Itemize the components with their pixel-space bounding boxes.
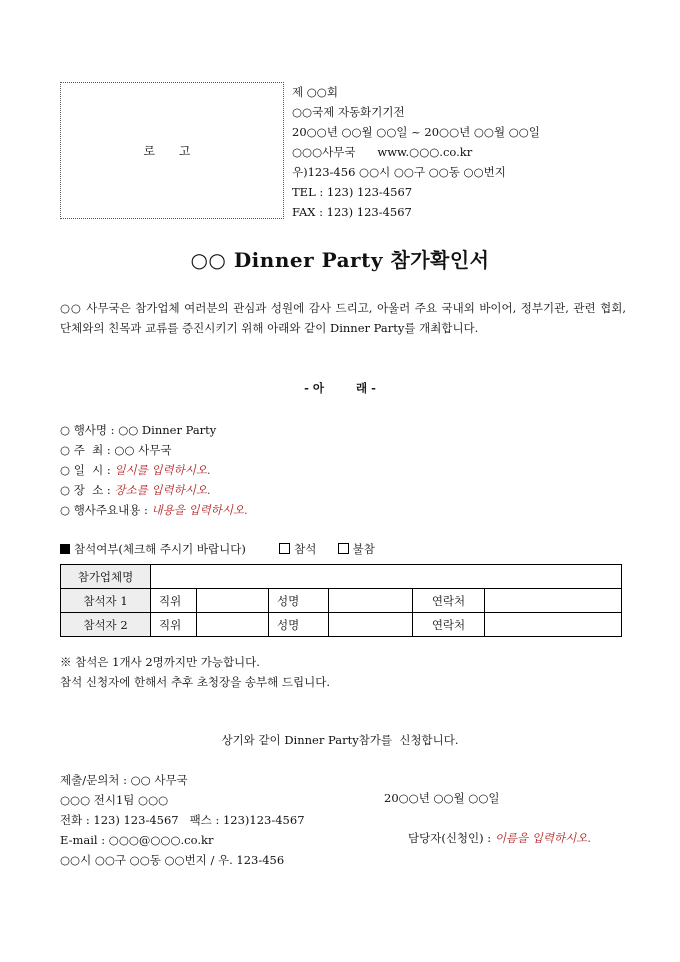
attendee1-contact-input[interactable] xyxy=(485,589,622,613)
attendance-row xyxy=(60,540,375,558)
attendee2-label: 참석자 2 xyxy=(61,613,151,637)
detail-item xyxy=(60,440,248,460)
attendee1-position-input[interactable] xyxy=(197,589,269,613)
manager-row xyxy=(408,830,591,846)
document-title: ○○ Dinner Party 참가확인서 xyxy=(190,248,490,272)
detail-item xyxy=(60,420,248,440)
event-info-line: TEL : 123) 123-4567 xyxy=(292,185,413,199)
attend-checkbox[interactable] xyxy=(279,543,290,554)
detail-value[interactable]: ○○ Dinner Party xyxy=(118,423,217,437)
content-input[interactable]: 내용을 입력하시오. xyxy=(151,503,248,517)
detail-label: ○ 행사주요내용 : xyxy=(60,503,152,517)
attendance-label: 참석여부(체크해 주시기 바랍니다) xyxy=(74,542,246,556)
company-label: 참가업체명 xyxy=(61,565,151,589)
attendee1-name-input[interactable] xyxy=(329,589,413,613)
attendee2-position-input[interactable] xyxy=(197,613,269,637)
name-label: 성명 xyxy=(269,613,329,637)
detail-label: ○ 일 시 : xyxy=(60,463,115,477)
contact-line: ○○시 ○○구 ○○동 ○○번지 / 우. 123-456 xyxy=(60,853,285,867)
notes xyxy=(60,652,330,692)
event-info-line: ○○국제 자동화기기전 xyxy=(292,105,405,119)
logo-text: 로 고 xyxy=(143,144,201,158)
company-input[interactable] xyxy=(151,565,622,589)
registration-table xyxy=(60,564,622,637)
manager-label: 담당자(신청인) : xyxy=(408,831,495,845)
event-info xyxy=(292,82,540,222)
event-info-line: 우)123-456 ○○시 ○○구 ○○동 ○○번지 xyxy=(292,165,506,179)
detail-item xyxy=(60,480,248,500)
absent-option-label: 불참 xyxy=(352,542,375,556)
note-line: ※ 참석은 1개사 2명까지만 가능합니다. xyxy=(60,655,260,669)
position-label: 직위 xyxy=(151,589,197,613)
table-row xyxy=(61,565,622,589)
attend-option-label: 참석 xyxy=(294,542,317,556)
contact-line: E-mail : ○○○@○○○.co.kr xyxy=(60,833,214,847)
manager-name-input[interactable]: 이름을 입력하시오. xyxy=(494,831,591,845)
contact-label: 연락처 xyxy=(413,613,485,637)
contact-label: 연락처 xyxy=(413,589,485,613)
section-heading: - 아 래 - xyxy=(304,381,376,395)
event-info-line: FAX : 123) 123-4567 xyxy=(292,205,412,219)
attendee1-label: 참석자 1 xyxy=(61,589,151,613)
table-row xyxy=(61,589,622,613)
table-row xyxy=(61,613,622,637)
application-date: 20○○년 ○○월 ○○일 xyxy=(384,791,500,805)
attendee2-contact-input[interactable] xyxy=(485,613,622,637)
venue-input[interactable]: 장소를 입력하시오. xyxy=(114,483,211,497)
logo-placeholder xyxy=(60,82,284,219)
intro-paragraph: ○○ 사무국은 참가업체 여러분의 관심과 성원에 감사 드리고, 아울러 주요 국내외 바이어, 정부기관, 관련 협회, 단체와의 친목과 교류를 증진시키기 위해 아래와 같이 Dinner Party를 개최합니다. xyxy=(60,301,626,335)
detail-value[interactable]: ○○ 사무국 xyxy=(114,443,172,457)
note-line: 참석 신청자에 한해서 추후 초청장을 송부해 드립니다. xyxy=(60,675,330,689)
detail-label: ○ 주 최 : xyxy=(60,443,115,457)
contact-info xyxy=(60,770,305,870)
event-info-line: 제 ○○회 xyxy=(292,85,338,99)
contact-line: ○○○ 전시1팀 ○○○ xyxy=(60,793,169,807)
detail-item xyxy=(60,460,248,480)
detail-label: ○ 장 소 : xyxy=(60,483,115,497)
datetime-input[interactable]: 일시를 입력하시오. xyxy=(114,463,211,477)
name-label: 성명 xyxy=(269,589,329,613)
event-info-line: 20○○년 ○○월 ○○일 ~ 20○○년 ○○월 ○○일 xyxy=(292,125,540,139)
event-info-line: ○○○사무국 www.○○○.co.kr xyxy=(292,145,473,159)
detail-label: ○ 행사명 : xyxy=(60,423,119,437)
contact-line: 제출/문의처 : ○○ 사무국 xyxy=(60,773,188,787)
contact-line: 전화 : 123) 123-4567 팩스 : 123)123-4567 xyxy=(60,813,305,827)
event-details xyxy=(60,420,248,520)
attendee2-name-input[interactable] xyxy=(329,613,413,637)
position-label: 직위 xyxy=(151,613,197,637)
absent-checkbox[interactable] xyxy=(338,543,349,554)
apply-statement: 상기와 같이 Dinner Party참가를 신청합니다. xyxy=(221,733,459,747)
detail-item xyxy=(60,500,248,520)
bullet-square-icon xyxy=(60,544,70,554)
